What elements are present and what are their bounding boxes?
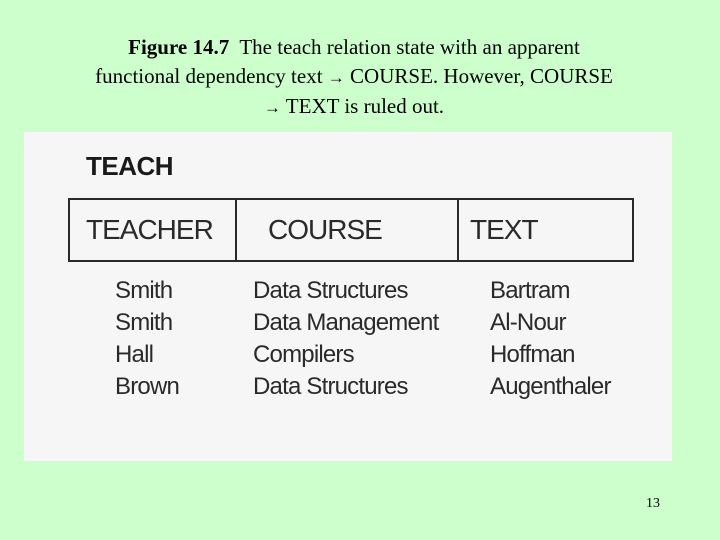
cell-text: Hoffman bbox=[490, 341, 575, 368]
table-row bbox=[24, 341, 672, 373]
relation-name: TEACH bbox=[86, 151, 174, 181]
right-arrow-icon: → bbox=[327, 68, 345, 87]
cell-teacher: Brown bbox=[115, 373, 180, 400]
cell-teacher: Smith bbox=[115, 309, 173, 336]
column-header-teacher: TEACHER bbox=[70, 200, 237, 260]
cell-teacher: Smith bbox=[115, 277, 173, 304]
cell-teacher: Hall bbox=[115, 341, 154, 368]
cell-course: Compilers bbox=[253, 341, 354, 368]
relation-rows bbox=[24, 277, 672, 405]
relation-figure bbox=[24, 132, 672, 461]
column-header-course: COURSE bbox=[237, 200, 459, 260]
caption-line2-start: functional dependency text bbox=[95, 64, 323, 88]
page-number: 13 bbox=[646, 496, 660, 511]
column-header-text: TEXT bbox=[470, 214, 538, 245]
caption-line3: TEXT is ruled out. bbox=[285, 94, 445, 118]
cell-course: Data Structures bbox=[253, 277, 408, 304]
table-row bbox=[24, 373, 672, 405]
caption-line1: The teach relation state with an apparent bbox=[239, 35, 580, 59]
cell-text: Bartram bbox=[490, 277, 570, 304]
right-arrow-icon: → bbox=[263, 98, 281, 117]
table-row bbox=[24, 277, 672, 309]
cell-text: Augenthaler bbox=[490, 373, 611, 400]
cell-course: Data Structures bbox=[253, 373, 408, 400]
table-row bbox=[24, 309, 672, 341]
caption-line2-end: COURSE. However, COURSE bbox=[350, 64, 613, 88]
figure-label: Figure 14.7 bbox=[128, 35, 230, 59]
cell-course: Data Management bbox=[253, 309, 439, 336]
figure-caption bbox=[20, 33, 688, 122]
relation-schema-header bbox=[68, 198, 634, 262]
cell-text: Al-Nour bbox=[490, 309, 566, 336]
